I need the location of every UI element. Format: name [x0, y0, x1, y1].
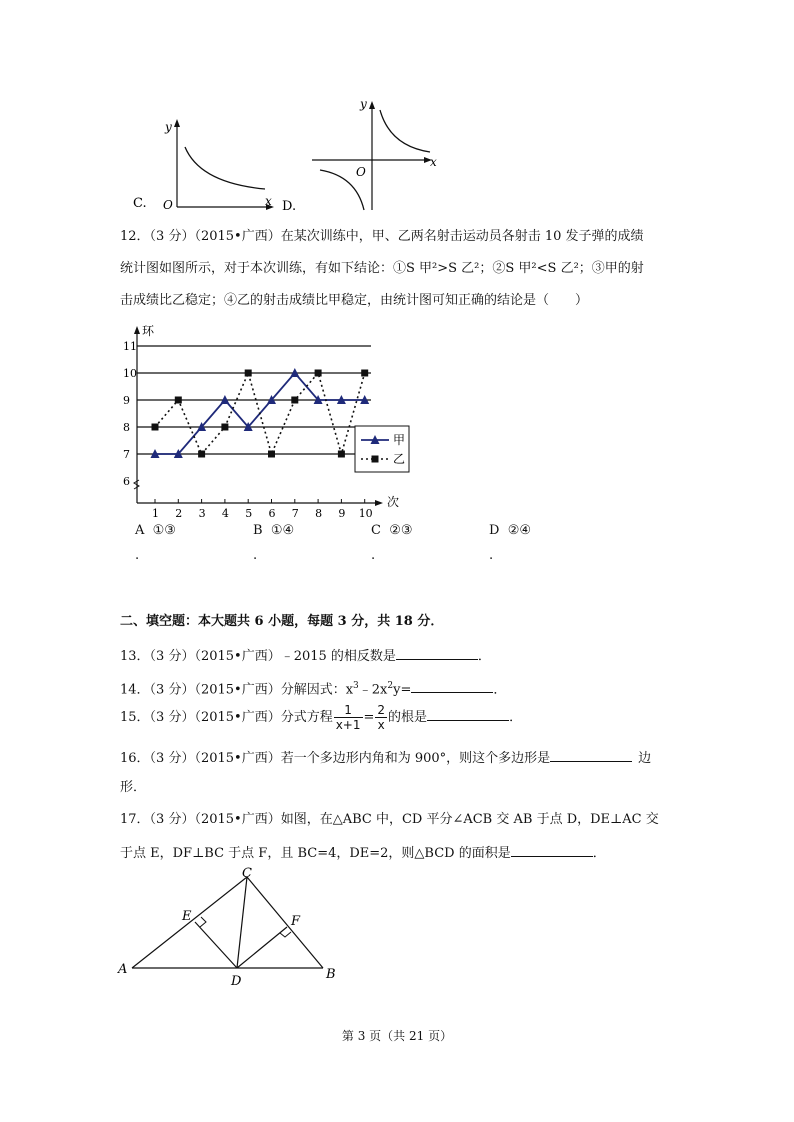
series-2-point	[315, 370, 322, 377]
option-b-dot: .	[253, 548, 258, 563]
y-tick-label: 11	[123, 340, 137, 353]
shooting-score-chart	[115, 323, 415, 520]
legend-marker-2	[372, 456, 379, 463]
option-c-letter: C	[371, 523, 381, 538]
q16-answer-blank[interactable]	[550, 747, 632, 762]
question-16	[120, 747, 680, 769]
q12-line-2: 统计图如图所示，对于本次训练，有如下结论：①S 甲²>S 乙²；②S 甲²<S 乙²；③甲的射	[120, 261, 644, 276]
question-13	[120, 645, 680, 667]
x-axis-arrow	[375, 500, 383, 506]
label-b: B	[326, 967, 336, 982]
series-2-point	[152, 424, 159, 431]
x-tick-label: 2	[175, 507, 183, 520]
triangle-figure	[115, 865, 345, 990]
q15-num-1: 1	[334, 703, 363, 718]
q15-equals: =	[363, 710, 375, 725]
q14-sup-2: 2	[387, 681, 394, 691]
graph-c-origin: O	[163, 198, 173, 212]
y-tick-label: 10	[123, 367, 137, 380]
q15-num-2: 2	[377, 703, 386, 717]
x-tick-label: 4	[221, 507, 229, 520]
series-2-point	[175, 397, 182, 404]
label-f: F	[291, 914, 301, 929]
q15-suffix: 的根是	[388, 710, 428, 725]
x-axis-label: 次	[387, 495, 400, 509]
option-c-dot: .	[371, 548, 376, 563]
option-d-text: ②④	[507, 523, 532, 538]
label-e: E	[182, 909, 192, 924]
x-tick-label: 9	[338, 507, 346, 520]
option-a-dot: .	[135, 548, 140, 563]
q13-answer-blank[interactable]	[396, 645, 478, 660]
option-c[interactable]	[371, 523, 413, 538]
series-2-point	[221, 424, 228, 431]
option-c-text: ②③	[389, 523, 413, 538]
graph-c	[125, 115, 285, 215]
graph-d-x-label: x	[430, 155, 437, 169]
segment-cd	[237, 877, 247, 968]
option-d-dot: .	[489, 548, 494, 563]
q16-line-2: 形．	[120, 780, 147, 795]
y-tick-label: 7	[123, 448, 130, 461]
q15-den-1: x+1	[335, 718, 361, 732]
series-2-point	[291, 397, 298, 404]
x-tick-label: 8	[315, 507, 323, 520]
q15-fraction-1	[334, 703, 363, 732]
q17-answer-blank[interactable]	[511, 842, 593, 857]
q14-tail: y=	[393, 682, 412, 698]
q14-sup-1: 3	[353, 681, 359, 691]
option-d-label: D.	[282, 199, 297, 214]
q13-text: 13．（3 分）（2015•广西）﹣2015 的相反数是	[120, 649, 396, 664]
series-2-point	[268, 451, 275, 458]
legend-label-2: 乙	[393, 452, 406, 466]
option-b-letter: B	[253, 523, 263, 538]
right-angle-e	[200, 917, 206, 927]
x-tick-label: 3	[198, 507, 206, 520]
q14-end: ．	[493, 682, 507, 698]
option-d[interactable]	[489, 523, 531, 538]
segment-df	[237, 927, 287, 968]
option-b[interactable]	[253, 523, 294, 538]
q15-answer-blank[interactable]	[427, 706, 509, 721]
option-d-letter: D	[489, 523, 500, 538]
graph-d-y-label: y	[360, 97, 367, 111]
graph-d	[280, 96, 450, 216]
option-a-letter: A	[135, 523, 145, 538]
series-2-line	[155, 373, 365, 454]
question-15	[120, 703, 680, 733]
question-14	[120, 676, 680, 700]
graph-d-curve-upper	[380, 110, 430, 152]
q15-den-2: x	[377, 718, 385, 732]
y-tick-label: 9	[123, 394, 130, 407]
q15-end: ．	[509, 710, 523, 725]
q15-fraction-2	[375, 703, 387, 732]
q17-line-2-wrap	[120, 842, 680, 864]
q15-prefix: 15．（3 分）（2015•广西）分式方程	[120, 710, 333, 725]
y-tick-label: 6	[123, 475, 130, 488]
q17-end: ．	[592, 846, 606, 861]
q12-line-1: 12．（3 分）（2015•广西）在某次训练中，甲、乙两名射击运动员各射击 10 发子弹的成绩	[120, 229, 644, 244]
graph-c-x-label: x	[265, 194, 272, 208]
x-tick-label: 10	[358, 507, 373, 520]
q16-end: 边	[638, 751, 652, 766]
graph-d-origin: O	[356, 165, 366, 179]
legend-label-1: 甲	[393, 433, 406, 447]
option-a[interactable]	[135, 523, 176, 538]
segment-de	[195, 922, 237, 968]
q13-end: ．	[477, 649, 491, 664]
option-a-text: ①③	[152, 523, 176, 538]
option-c-label: C.	[133, 196, 147, 211]
q14-mid: ﹣2x	[358, 682, 388, 698]
option-b-text: ①④	[270, 523, 295, 538]
label-d: D	[231, 974, 242, 989]
label-a: A	[118, 962, 128, 977]
x-tick-label: 7	[291, 507, 299, 520]
q12-line-3: 击成绩比乙稳定；④乙的射击成绩比甲稳定，由统计图可知正确的结论是（ ）	[120, 293, 589, 308]
y-axis-arrow	[134, 326, 140, 334]
graph-c-curve	[185, 147, 265, 189]
y-tick-label: 8	[123, 421, 130, 434]
label-c: C	[242, 866, 252, 881]
series-2-point	[361, 370, 368, 377]
x-tick-label: 5	[245, 507, 253, 520]
page-footer: 第 3 页（共 21 页）	[341, 1029, 453, 1043]
right-angle-f	[280, 932, 291, 937]
series-2-point	[338, 451, 345, 458]
x-tick-label: 6	[268, 507, 276, 520]
q14-answer-blank[interactable]	[411, 678, 493, 693]
q17-line-1: 17．（3 分）（2015•广西）如图，在△ABC 中，CD 平分∠ACB 交 AB 于点 D，DE⊥AC 交	[120, 812, 659, 827]
q17-line-2: 于点 E，DF⊥BC 于点 F，且 BC=4，DE=2，则△BCD 的面积是	[120, 846, 511, 861]
series-2-point	[198, 451, 205, 458]
q16-text: 16．（3 分）（2015•广西）若一个多边形内角和为 900°，则这个多边形是	[120, 751, 551, 766]
side-bc	[247, 877, 323, 968]
q14-prefix: 14．（3 分）（2015•广西）分解因式：x	[120, 682, 354, 698]
section-2-heading: 二、填空题：本大题共 6 小题，每题 3 分，共 18 分．	[120, 614, 444, 629]
series-2-point	[245, 370, 252, 377]
x-tick-label: 1	[152, 507, 159, 520]
axis-break	[134, 480, 139, 489]
y-axis-label: 环	[142, 324, 155, 338]
graph-c-y-label: y	[165, 120, 172, 134]
